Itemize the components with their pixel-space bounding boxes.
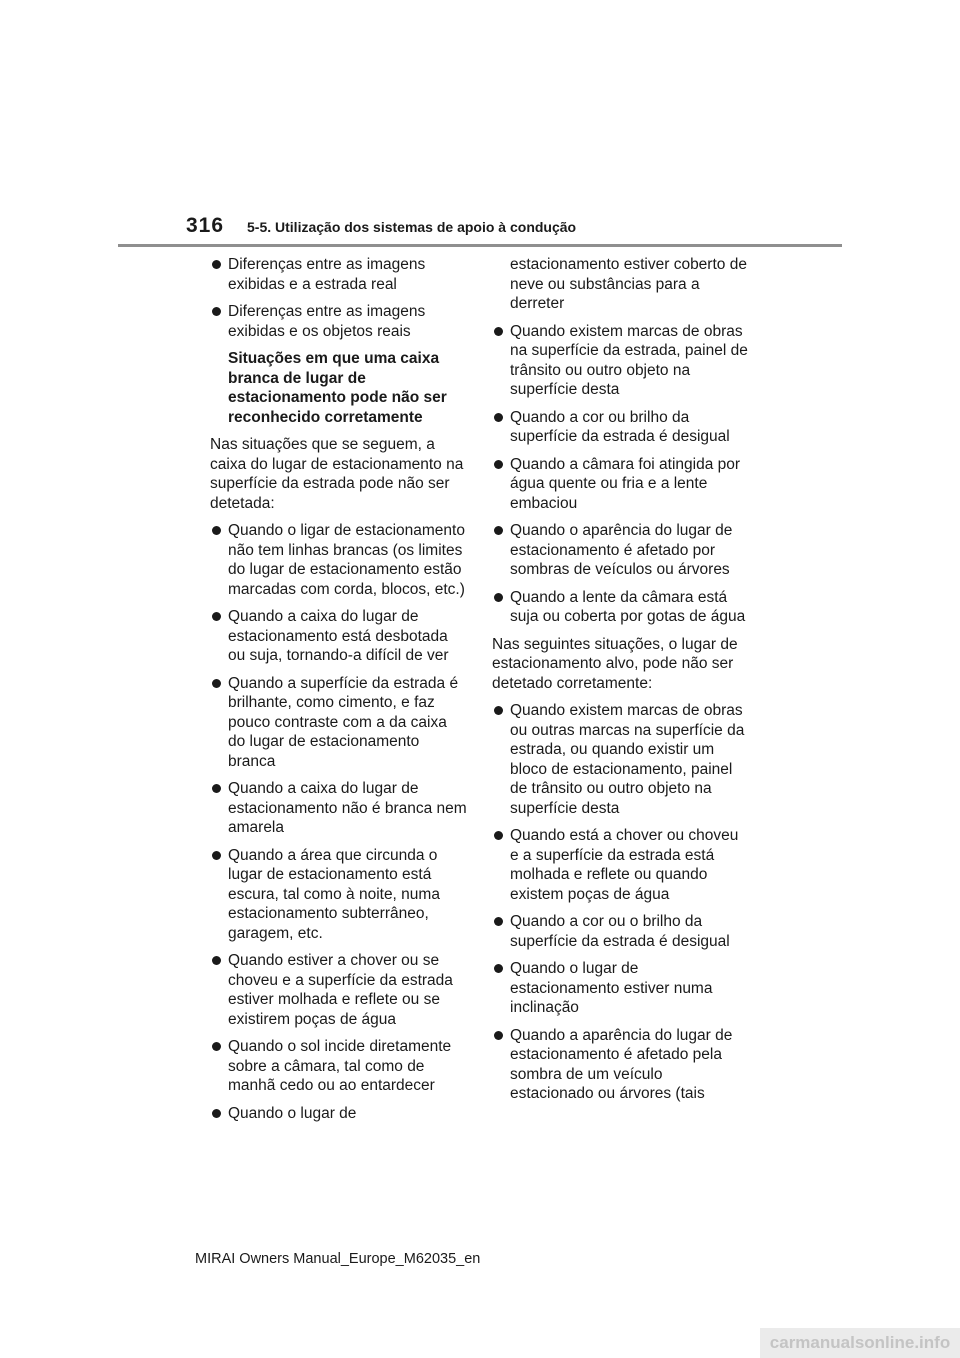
list-item: Quando está a chover ou choveu e a superfície da estrada está molhada e reflete ou quando existem poças de água <box>492 826 750 904</box>
footer-text: MIRAI Owners Manual_Europe_M62035_en <box>195 1251 481 1267</box>
list-item: Quando existem marcas de obras na superfície da estrada, painel de trânsito ou outro objeto na superfície desta <box>492 322 750 400</box>
list-item: Quando o lugar de estacionamento estiver numa inclinação <box>492 959 750 1018</box>
list-item-continuation: estacionamento estiver coberto de neve ou substâncias para a derreter <box>510 256 747 312</box>
list-item: Diferenças entre as imagens exibidas e os objetos reais <box>210 302 468 341</box>
list-item: Quando a lente da câmara está suja ou coberta por gotas de água <box>492 588 750 627</box>
watermark: carmanualsonline.info <box>760 1328 960 1358</box>
list-item: Quando a cor ou brilho da superfície da estrada é desigual <box>492 408 750 447</box>
list-item: Quando a caixa do lugar de estacionamento está desbotada ou suja, tornando-a difícil de ver <box>210 607 468 666</box>
page-number: 316 <box>186 214 225 237</box>
section-title: 5-5. Utilização dos sistemas de apoio à condução <box>247 219 577 235</box>
paragraph: Nas situações que se seguem, a caixa do lugar de estacionamento na superfície da estrada pode não ser detetada: <box>210 436 464 512</box>
left-column <box>210 255 468 1131</box>
list-item: Quando o sol incide diretamente sobre a câmara, tal como de manhã cedo ou ao entardecer <box>210 1037 468 1096</box>
list-item: Diferenças entre as imagens exibidas e a estrada real <box>210 255 468 294</box>
list-item: Quando o lugar de <box>210 1104 468 1124</box>
list-item: Quando a caixa do lugar de estacionamento não é branca nem amarela <box>210 779 468 838</box>
right-column <box>492 255 750 1112</box>
list-item: Quando a cor ou o brilho da superfície da estrada é desigual <box>492 912 750 951</box>
list-item: Quando a área que circunda o lugar de estacionamento está escura, tal como à noite, numa estacionamento subterrâneo, garagem, etc. <box>210 846 468 944</box>
list-item: Quando a aparência do lugar de estacionamento é afetado pela sombra de um veículo estacionado ou árvores (tais <box>492 1026 750 1104</box>
list-item: Quando o ligar de estacionamento não tem linhas brancas (os limites do lugar de estacionamento estão marcadas com corda, blocos, etc.) <box>210 521 468 599</box>
list-item: Quando a câmara foi atingida por água quente ou fria e a lente embaciou <box>492 455 750 514</box>
list-item: Quando estiver a chover ou se choveu e a superfície da estrada estiver molhada e reflete ou se existirem poças de água <box>210 951 468 1029</box>
list-item: Quando existem marcas de obras ou outras marcas na superfície da estrada, ou quando existir um bloco de estacionamento, painel de trânsito ou outro objeto na superfície desta <box>492 701 750 818</box>
header-rule <box>118 244 842 247</box>
list-item: Quando o aparência do lugar de estacionamento é afetado por sombras de veículos ou árvores <box>492 521 750 580</box>
subheading: Situações em que uma caixa branca de lugar de estacionamento pode não ser reconhecido corretamente <box>228 350 447 426</box>
paragraph: Nas seguintes situações, o lugar de estacionamento alvo, pode não ser detetado corretamente: <box>492 635 738 692</box>
list-item: Quando a superfície da estrada é brilhante, como cimento, e faz pouco contraste com a da caixa do lugar de estacionamento branca <box>210 674 468 772</box>
